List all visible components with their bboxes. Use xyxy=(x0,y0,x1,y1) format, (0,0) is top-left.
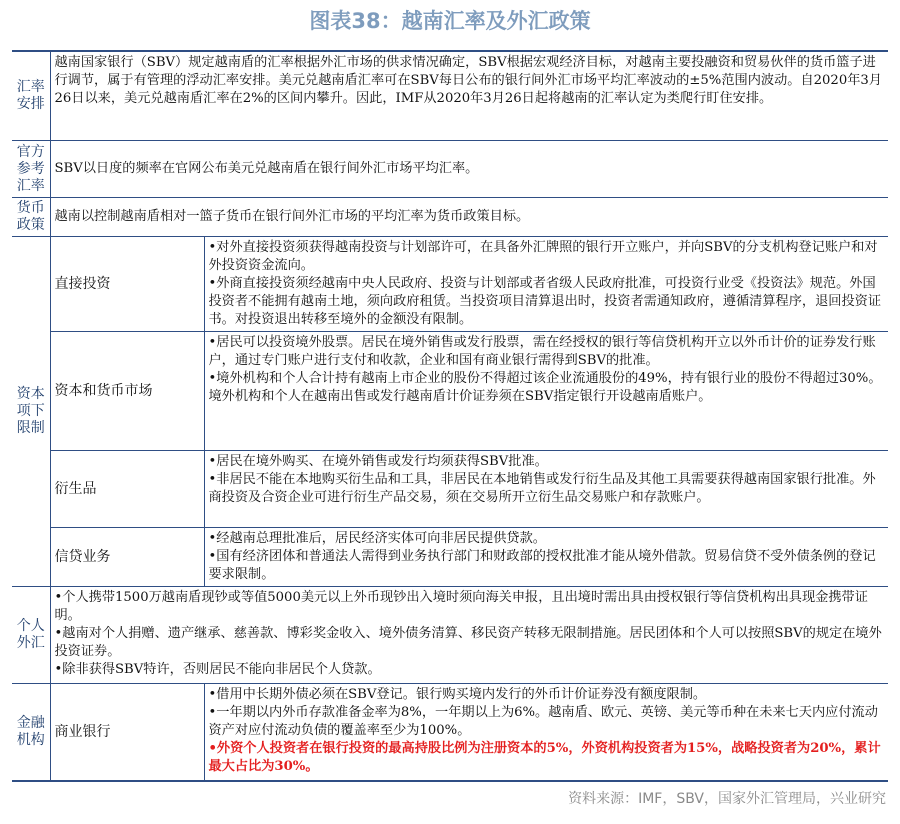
category-official-rate: 官方参考汇率 xyxy=(12,141,50,198)
row-capital-money-market xyxy=(12,332,888,451)
bullet: •居民在境外购买、在境外销售或发行均须获得SBV批准。 xyxy=(208,454,548,469)
row-credit xyxy=(12,528,888,587)
bullet: •借用中长期外债必须在SBV登记。银行购买境内发行的外币计价证券没有额度限制。 xyxy=(208,687,707,702)
personal-fx-text xyxy=(50,587,888,684)
sub-commercial-bank: 商业银行 xyxy=(50,684,204,782)
sub-derivatives: 衍生品 xyxy=(50,451,204,528)
bullet: •一年期以内外币存款准备金率为8%，一年期以上为6%。越南盾、欧元、英镑、美元等币种在未来七天内应付流动资产对应付流动负债的覆盖率至少为100%。 xyxy=(208,705,878,738)
row-personal-fx xyxy=(12,587,888,684)
row-commercial-bank xyxy=(12,684,888,782)
direct-investment-text xyxy=(204,237,888,332)
sub-direct-investment: 直接投资 xyxy=(50,237,204,332)
bullet: •居民可以投资境外股票。居民在境外销售或发行股票，需在经授权的银行等信贷机构开立以外币计价的证券发行账户，通过专门账户进行支付和收款，企业和国有商业银行需得到SBV的批准。 xyxy=(208,335,876,368)
page-title: 图表38：越南汇率及外汇政策 xyxy=(309,9,591,33)
monetary-policy-text: 越南以控制越南盾相对一篮子货币在银行间外汇市场的平均汇率为货币政策目标。 xyxy=(50,198,888,237)
category-exchange-arrangement: 汇率安排 xyxy=(12,51,50,141)
bullet: •经越南总理批准后，居民经济实体可向非居民提供贷款。 xyxy=(208,531,546,546)
row-official-rate xyxy=(12,141,888,198)
derivatives-text xyxy=(204,451,888,528)
bullet: •个人携带1500万越南盾现钞或等值5000美元以上外币现钞出入境时须向海关申报，且出境时需出具由授权银行等信贷机构出具现金携带证明。 xyxy=(54,590,868,623)
row-exchange-arrangement xyxy=(12,51,888,141)
sub-credit: 信贷业务 xyxy=(50,528,204,587)
bullet: •外商直接投资须经越南中央人民政府、投资与计划部或者省级人民政府批准，可投资行业受《投资法》规范。外国投资者不能拥有越南土地，须向政府租赁。当投资项目清算退出时，投资者需通知政府，遵循清算程序，退回投资证书。对投资退出转移至境外的金额没有限制。 xyxy=(208,276,882,327)
row-direct-investment xyxy=(12,237,888,332)
sub-capital-money-market: 资本和货币市场 xyxy=(50,332,204,451)
category-monetary-policy: 货币政策 xyxy=(12,198,50,237)
credit-text xyxy=(204,528,888,587)
policy-table xyxy=(12,50,888,782)
bullet: •非居民不能在本地购买衍生品和工具，非居民在本地销售或发行衍生品及其他工具需要获得越南国家银行批准。外商投资及合资企业可进行衍生产品交易，须在交易所开立衍生品交易账户和存款账户。 xyxy=(208,472,876,505)
highlighted-bullet: •外资个人投资者在银行投资的最高持股比例为注册资本的5%，外资机构投资者为15%，战略投资者为20%，累计最大占比为30%。 xyxy=(208,741,881,774)
commercial-bank-text xyxy=(204,684,888,782)
source-note: 资料来源：IMF，SBV，国家外汇管理局，兴业研究 xyxy=(568,791,886,807)
row-derivatives xyxy=(12,451,888,528)
row-monetary-policy xyxy=(12,198,888,237)
category-personal-fx: 个人外汇 xyxy=(12,587,50,684)
bullet: •越南对个人捐赠、遗产继承、慈善款、博彩奖金收入、境外债务清算、移民资产转移无限制措施。居民团体和个人可以按照SBV的规定在境外投资证券。 xyxy=(54,626,882,659)
bullet: •国有经济团体和普通法人需得到业务执行部门和财政部的授权批准才能从境外借款。贸易信贷不受外债条例的登记要求限制。 xyxy=(208,549,876,582)
bullet: •境外机构和个人合计持有越南上市企业的股份不得超过该企业流通股份的49%，持有银行业的股份不得超过30%。境外机构和个人在越南出售或发行越南盾计价证券须在SBV指定银行开设越南盾账户。 xyxy=(208,371,882,404)
category-financial-institutions: 金融机构 xyxy=(12,684,50,782)
capital-money-market-text xyxy=(204,332,888,451)
category-capital-restrictions: 资本项下限制 xyxy=(12,237,50,587)
bullet: •对外直接投资须获得越南投资与计划部许可，在具备外汇牌照的银行开立账户，并向SBV的分支机构登记账户和对外投资资金流向。 xyxy=(208,240,878,273)
exchange-arrangement-text: 越南国家银行（SBV）规定越南盾的汇率根据外汇市场的供求情况确定，SBV根据宏观经济目标，对越南主要投融资和贸易伙伴的货币篮子进行调节，属于有管理的浮动汇率安排。美元兑越南盾汇率可在SBV每日公布的银行间外汇市场平均汇率波动的±5%范围内波动。自2020年3月26日以来，美元兑越南盾汇率在2%的区间内攀升。因此，IMF从2020年3月26日起将越南的汇率认定为类爬行盯住安排。 xyxy=(50,51,888,141)
bullet: •除非获得SBV特许，否则居民不能向非居民个人贷款。 xyxy=(54,662,381,677)
official-rate-text: SBV以日度的频率在官网公布美元兑越南盾在银行间外汇市场平均汇率。 xyxy=(50,141,888,198)
